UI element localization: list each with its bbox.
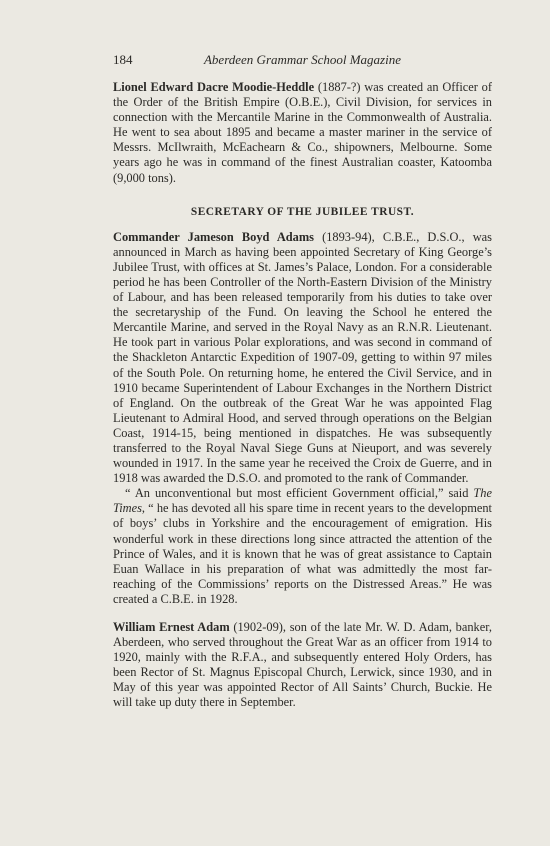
entry-paragraph <box>113 80 492 186</box>
entry-text: (1887-?) was created an Officer of the Order of the British Empire (O.B.E.), Civil Division, for services in connection with the Mercantile Marine in the Commonwealth of Australia. He went to sea about 1895 and became a master mariner in the service of Messrs. McIlwraith, McEachearn & Co., shipowners, Melbourne. Some years ago he was in command of the finest Australian coaster, Katoomba (9,000 tons). <box>113 80 493 185</box>
page-number: 184 <box>113 52 133 67</box>
entry-paragraph <box>113 230 492 487</box>
entry-text: (1893-94), C.B.E., D.S.O., was announced in March as having been appointed Secretary of King George’s Jubilee Trust, with offices at St. James’s Palace, London. For a considerable period he has been Controller of the North-Eastern Division of the Ministry of Labour, and has been released temporarily from his duties to take over the secretaryship of the Fund. On leaving the School he entered the Mercantile Marine, and served in the Royal Navy as an R.N.R. Lieutenant. He took part in various Polar explorations, and was second in command of the Shackleton Antarctic Expedition of 1907-09, getting to within 97 miles of the South Pole. On returning home, he entered the Civil Service, and in 1910 became Superintendent of Labour Exchanges in the Northern District of England. On the outbreak of the Great War he was appointed Flag Lieutenant to Admiral Hood, and served through operations on the Belgian Coast, 1914-15, being mentioned in dispatches. He was subsequently transferred to the Royal Naval Siege Guns at Nieuport, and was severely wounded in 1917. In the same year he received the Croix de Guerre, and in 1918 was awarded the D.S.O. and promoted to the rank of Commander. <box>113 229 492 486</box>
section-heading: SECRETARY OF THE JUBILEE TRUST. <box>190 205 415 218</box>
quote-rest: , “ he has devoted all his spare time in recent years to the development of boys’ clubs in Yorkshire and the encouragement of emigration. His wonderful work in these directions long since attracted the attention of the Prince of Wales, and it is known that he was of great assistance to Captain Euan Wallace in his preparation of what was admittedly the most far-reaching of the Commissions’ reports on the Distressed Areas.” He was created a C.B.E. in 1928. <box>113 501 492 606</box>
quote-open: “ An unconventional but most efficient Government official,” said <box>125 486 474 501</box>
entry-adams <box>113 230 492 607</box>
running-head <box>113 52 492 72</box>
entry-text: (1902-09), son of the late Mr. W. D. Adam, banker, Aberdeen, who served throughout the Great War as an officer from 1914 to 1920, mainly with the R.F.A., and subsequently entered Holy Orders, has been Rector of St. Magnus Episcopal Church, Lerwick, since 1930, and in May of this year was appointed Rector of All Saints’ Church, Buckie. He will take up duty there in September. <box>113 620 492 710</box>
entry-name: William Ernest Adam <box>113 620 230 634</box>
journal-title: Aberdeen Grammar School Magazine <box>203 52 401 67</box>
entry-paragraph <box>113 620 492 711</box>
entry-adam <box>113 620 492 711</box>
entry-moodie-heddle <box>113 80 492 186</box>
quote-paragraph <box>113 486 492 607</box>
entry-name: Commander Jameson Boyd Adams <box>113 229 314 244</box>
quote-source: The Times <box>113 486 492 516</box>
entry-name: Lionel Edward Dacre Moodie-Heddle <box>113 80 315 94</box>
